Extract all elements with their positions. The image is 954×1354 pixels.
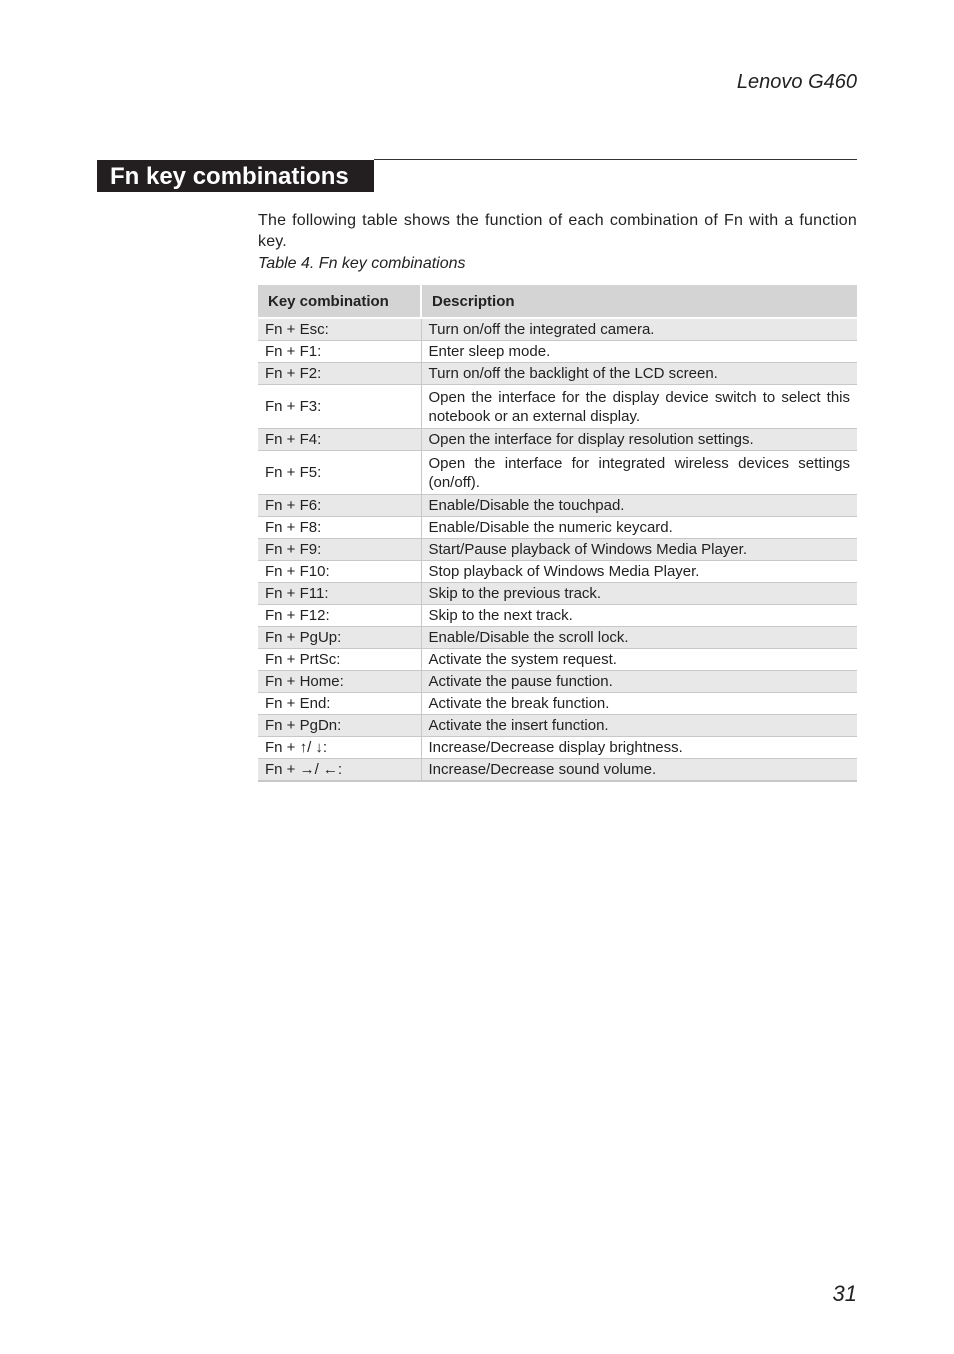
table-row <box>258 583 857 605</box>
table-row <box>258 318 857 341</box>
table-row <box>258 451 857 495</box>
table-row <box>258 627 857 649</box>
table-row <box>258 429 857 451</box>
description-cell: Enable/Disable the numeric keycard. <box>421 517 857 539</box>
description-cell: Enable/Disable the scroll lock. <box>421 627 857 649</box>
table-row <box>258 649 857 671</box>
description-cell: Skip to the previous track. <box>421 583 857 605</box>
description-cell: Stop playback of Windows Media Player. <box>421 561 857 583</box>
key-combination-cell: Fn + ↑/ ↓: <box>258 737 421 759</box>
description-cell: Turn on/off the integrated camera. <box>421 318 857 341</box>
table-row <box>258 561 857 583</box>
description-cell: Increase/Decrease sound volume. <box>421 759 857 782</box>
key-combination-cell: Fn + F10: <box>258 561 421 583</box>
description-cell: Open the interface for display resolution settings. <box>421 429 857 451</box>
key-combination-cell: Fn + End: <box>258 693 421 715</box>
key-combination-cell: Fn + F5: <box>258 451 421 495</box>
table-header-row <box>258 285 857 318</box>
page-number: 31 <box>832 1281 857 1306</box>
key-combination-cell: Fn + F1: <box>258 341 421 363</box>
table-row <box>258 341 857 363</box>
key-combination-cell: Fn + Home: <box>258 671 421 693</box>
key-combination-cell: Fn + F2: <box>258 363 421 385</box>
table-row <box>258 671 857 693</box>
key-combination-cell: Fn + Esc: <box>258 318 421 341</box>
description-cell: Increase/Decrease display brightness. <box>421 737 857 759</box>
description-cell: Skip to the next track. <box>421 605 857 627</box>
description-cell: Enable/Disable the touchpad. <box>421 495 857 517</box>
table-row <box>258 693 857 715</box>
description-cell: Start/Pause playback of Windows Media Player. <box>421 539 857 561</box>
description-cell: Activate the system request. <box>421 649 857 671</box>
key-combination-cell: Fn + F9: <box>258 539 421 561</box>
description-cell: Activate the insert function. <box>421 715 857 737</box>
table-row <box>258 715 857 737</box>
key-combination-cell: Fn + F11: <box>258 583 421 605</box>
key-combination-cell: Fn + PrtSc: <box>258 649 421 671</box>
description-cell: Open the interface for the display device switch to select this notebook or an external display. <box>421 385 857 429</box>
description-cell: Activate the pause function. <box>421 671 857 693</box>
table-row <box>258 517 857 539</box>
table-row <box>258 759 857 782</box>
key-combination-cell: Fn + PgDn: <box>258 715 421 737</box>
table-row <box>258 363 857 385</box>
table-row <box>258 539 857 561</box>
table-row <box>258 495 857 517</box>
intro-paragraph: The following table shows the function of each combination of Fn with a function key. <box>258 212 857 250</box>
key-combination-cell: Fn + PgUp: <box>258 627 421 649</box>
column-header-description: Description <box>421 285 857 318</box>
description-cell: Enter sleep mode. <box>421 341 857 363</box>
key-combination-cell: Fn + F12: <box>258 605 421 627</box>
key-combination-cell: Fn + →/ ←: <box>258 759 421 782</box>
key-combination-cell: Fn + F4: <box>258 429 421 451</box>
description-cell: Turn on/off the backlight of the LCD screen. <box>421 363 857 385</box>
key-combination-cell: Fn + F6: <box>258 495 421 517</box>
table-caption: Table 4. Fn key combinations <box>258 255 466 272</box>
table-row <box>258 605 857 627</box>
fn-key-table <box>258 285 857 782</box>
table-row <box>258 385 857 429</box>
table-row <box>258 737 857 759</box>
key-combination-cell: Fn + F3: <box>258 385 421 429</box>
section-title: Fn key combinations <box>97 160 374 192</box>
description-cell: Activate the break function. <box>421 693 857 715</box>
section-divider <box>374 159 857 160</box>
key-combination-cell: Fn + F8: <box>258 517 421 539</box>
description-cell: Open the interface for integrated wireless devices settings (on/off). <box>421 451 857 495</box>
column-header-key-combination: Key combination <box>258 285 421 318</box>
document-header-model: Lenovo G460 <box>736 71 857 93</box>
